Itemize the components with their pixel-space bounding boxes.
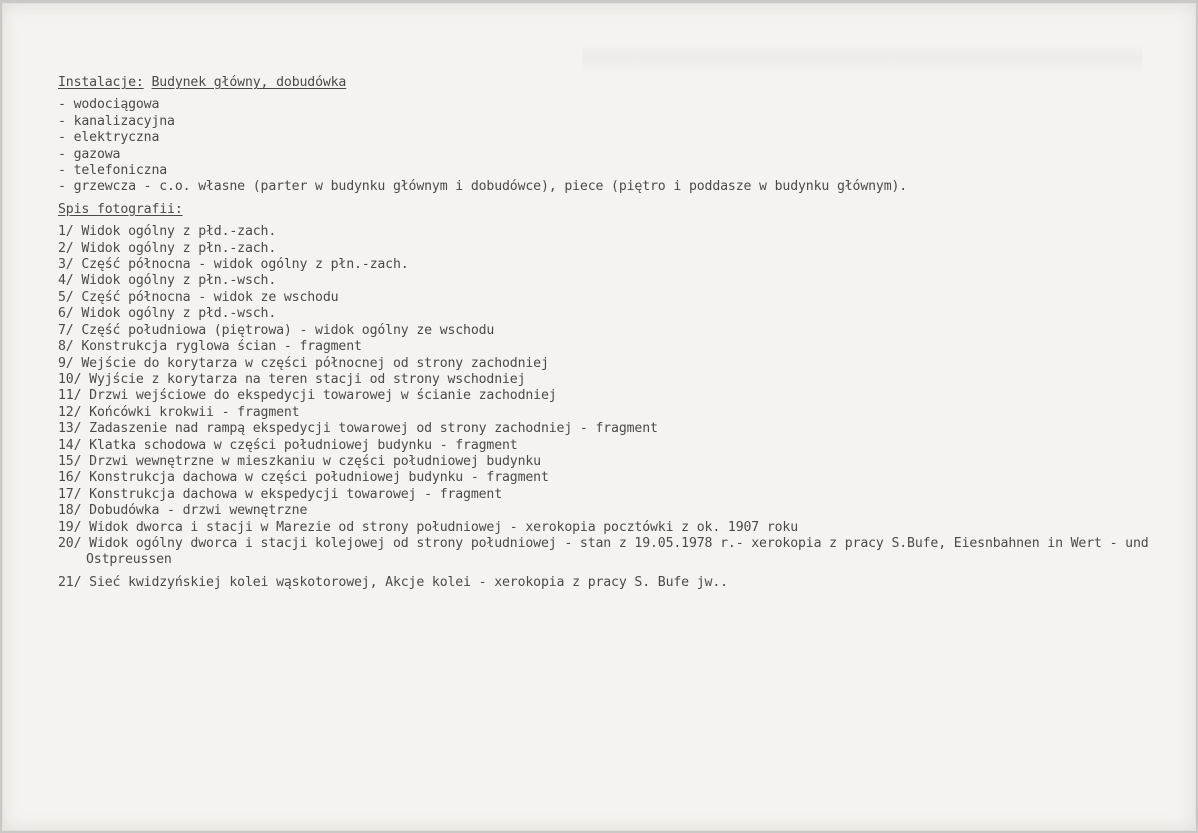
photo-item: 6/ Widok ogólny z płd.-wsch. [58,306,277,322]
photo-item: 21/ Sieć kwidzyńskiej kolei wąskotorowej, Akcje kolei - xerokopia z pracy S. Bufe jw.. [58,574,728,590]
photo-item: 1/ Widok ogólny z płd.-zach. [58,224,277,240]
photo-item: 2/ Widok ogólny z płn.-zach. [58,240,277,256]
installation-item: - elektryczna [58,130,160,146]
photo-item: 20/ Widok ogólny dworca i stacji kolejowej od strony południowej - stan z 19.05.1978 r.- xerokopia z pracy S.Bufe, Eiesnbahnen in Wert - und Ostpreussen [58,535,1149,568]
photo-item: 17/ Konstrukcja dachowa w ekspedycji towarowej - fragment [58,486,503,502]
installation-item: - grzewcza - c.o. własne (parter w budynku głównym i dobudówce), piece (piętro i poddasze w budynku głównym). [58,179,908,195]
photo-item: 10/ Wyjście z korytarza na teren stacji od strony wschodniej [58,371,526,387]
photo-item: 7/ Część południowa (piętrowa) - widok ogólny ze wschodu [58,322,495,338]
photo-item: 11/ Drzwi wejściowe do ekspedycji towarowej w ścianie zachodniej [58,388,557,404]
photo-item: 14/ Klatka schodowa w części południowej budynku - fragment [58,437,518,453]
installations-heading: Instalacje: [58,75,144,90]
photos-heading: Spis fotografii: [58,201,183,217]
photo-item: 4/ Widok ogólny z płn.-wsch. [58,273,277,289]
photo-item: 13/ Zadaszenie nad rampą ekspedycji towarowej od strony zachodniej - fragment [58,421,658,437]
photo-item: 19/ Widok dworca i stacji w Marezie od strony południowej - xerokopia pocztówki z ok. 1907 roku [58,519,799,535]
photos-heading-line [58,202,1178,218]
installations-heading-line [58,75,1178,91]
photos-list [58,224,1178,591]
photo-item: 8/ Konstrukcja ryglowa ścian - fragment [58,339,362,355]
faint-background-mark [582,43,1142,73]
typed-text-block [58,75,1178,591]
photo-item: 3/ Część północna - widok ogólny z płn.-zach. [58,257,409,273]
document-sheet [2,3,1196,831]
installation-item: - wodociągowa [58,97,160,113]
photo-item: 12/ Końcówki krokwii - fragment [58,404,300,420]
photo-item: 15/ Drzwi wewnętrzne w mieszkaniu w części południowej budynku [58,453,541,469]
photo-item: 9/ Wejście do korytarza w części północnej od strony zachodniej [58,355,549,371]
photo-item: 18/ Dobudówka - drzwi wewnętrzne [58,503,308,519]
installations-building: Budynek główny, dobudówka [151,75,347,90]
photo-item: 5/ Część północna - widok ze wschodu [58,289,339,305]
installation-item: - gazowa [58,146,121,162]
photo-item: 16/ Konstrukcja dachowa w części południowej budynku - fragment [58,470,549,486]
installation-item: - telefoniczna [58,163,168,179]
installation-item: - kanalizacyjna [58,113,175,129]
installations-list [58,97,1178,195]
